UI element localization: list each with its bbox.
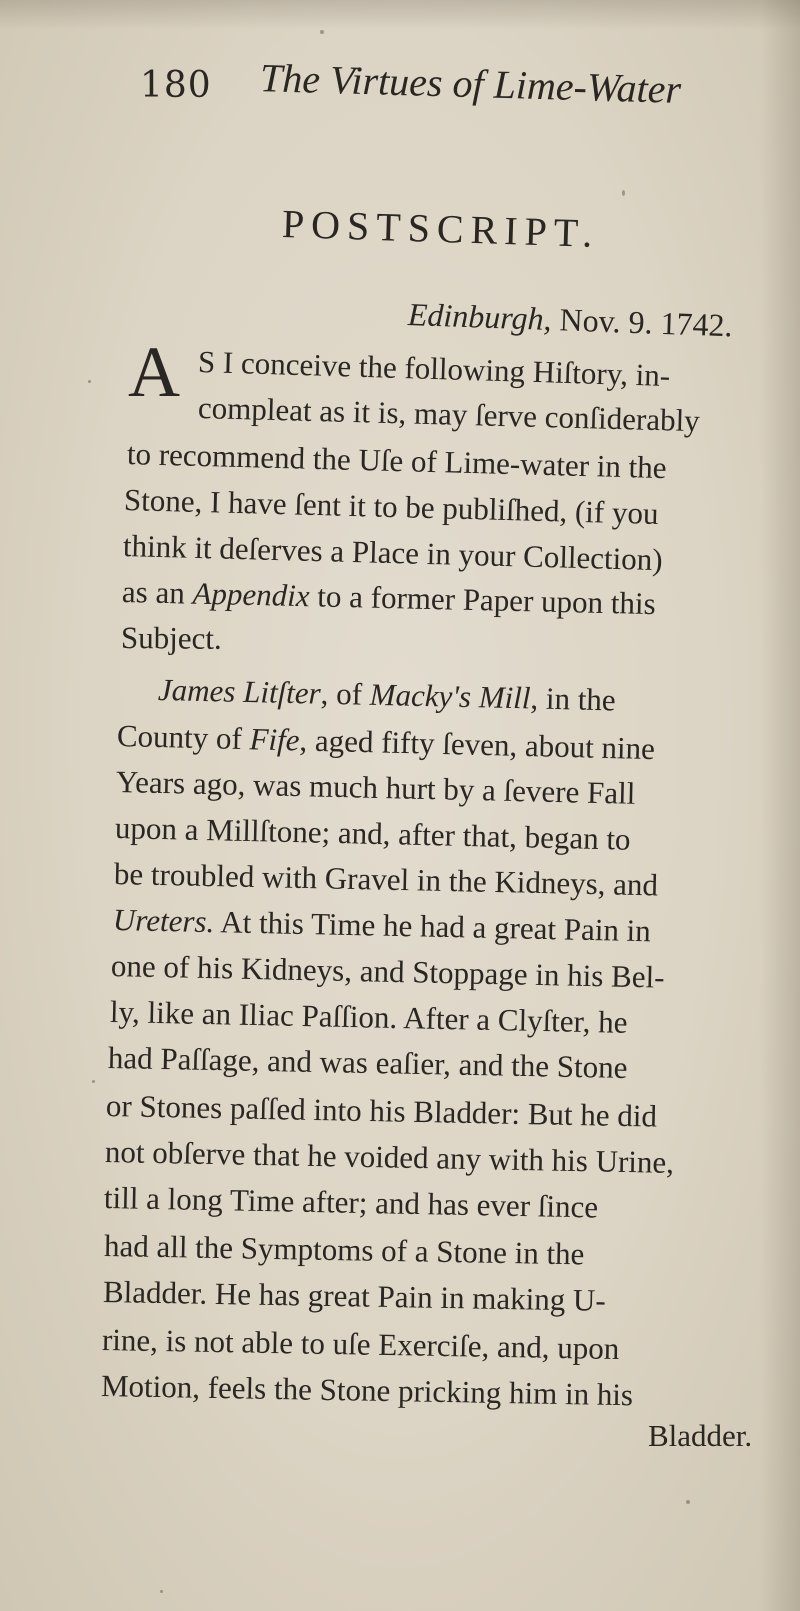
text-line: Bladder. He has great Pain in making U- (102, 1274, 607, 1318)
text-line: rine, is not able to uſe Exerciſe, and, upon (101, 1322, 620, 1367)
paper-speck (88, 380, 91, 383)
text-line: upon a Millſtone; and, after that, began to (114, 810, 631, 857)
text-line: till a long Time after; and has ever ſince (103, 1180, 599, 1225)
text-line: to recommend the Uſe of Lime-water in the (126, 436, 668, 486)
text-line: compleat as it is, may ſerve conſiderably (197, 390, 701, 439)
text-line: S I conceive the following Hiſtory, in- (197, 344, 671, 394)
text-line: think it deſerves a Place in your Collection) (122, 528, 664, 578)
text-line: Ureters. At this Time he had a great Pain in (112, 902, 652, 949)
text-line: Motion, feels the Stone pricking him in his (100, 1368, 634, 1413)
paper-speck (686, 1500, 690, 1504)
drop-capital: A (128, 332, 180, 412)
paper-speck (320, 30, 324, 34)
text-line: had all the Symptoms of a Stone in the (103, 1228, 585, 1272)
text-line: ly, like an Iliac Paſſion. After a Clyſter, he (109, 994, 628, 1040)
text-line: Years ago, was much hurt by a ſevere Fall (115, 764, 636, 811)
paper-speck (92, 1080, 95, 1083)
dateline-place: Edinburgh, (407, 296, 553, 338)
text-line: as an Appendix to a former Paper upon this (121, 574, 657, 622)
dateline-date: Nov. 9. 1742. (559, 301, 734, 344)
text-line: County of Fife, aged fifty ſeven, about nine (116, 718, 656, 767)
text-line: James Litſter, of Macky's Mill, in the (157, 672, 617, 718)
section-heading: POSTSCRIPT. (281, 201, 601, 256)
text-line: not obſerve that he voided any with his Urine, (104, 1134, 675, 1180)
catchword: Bladder. (648, 1418, 753, 1453)
page-number: 180 (140, 65, 212, 106)
paper-speck (160, 1590, 163, 1593)
text-line: had Paſſage, and was eaſier, and the Stone (107, 1040, 628, 1085)
paper-speck (622, 190, 625, 196)
running-title: The Virtues of Lime-Water (259, 55, 682, 112)
text-line: one of his Kidneys, and Stoppage in his Bel- (110, 948, 665, 995)
text-line: or Stones paſſed into his Bladder: But he did (105, 1088, 658, 1134)
text-line: Stone, I have ſent it to be publiſhed, (if you (123, 482, 659, 531)
text-line: be troubled with Gravel in the Kidneys, and (113, 856, 659, 903)
text-line: Subject. (120, 620, 222, 656)
